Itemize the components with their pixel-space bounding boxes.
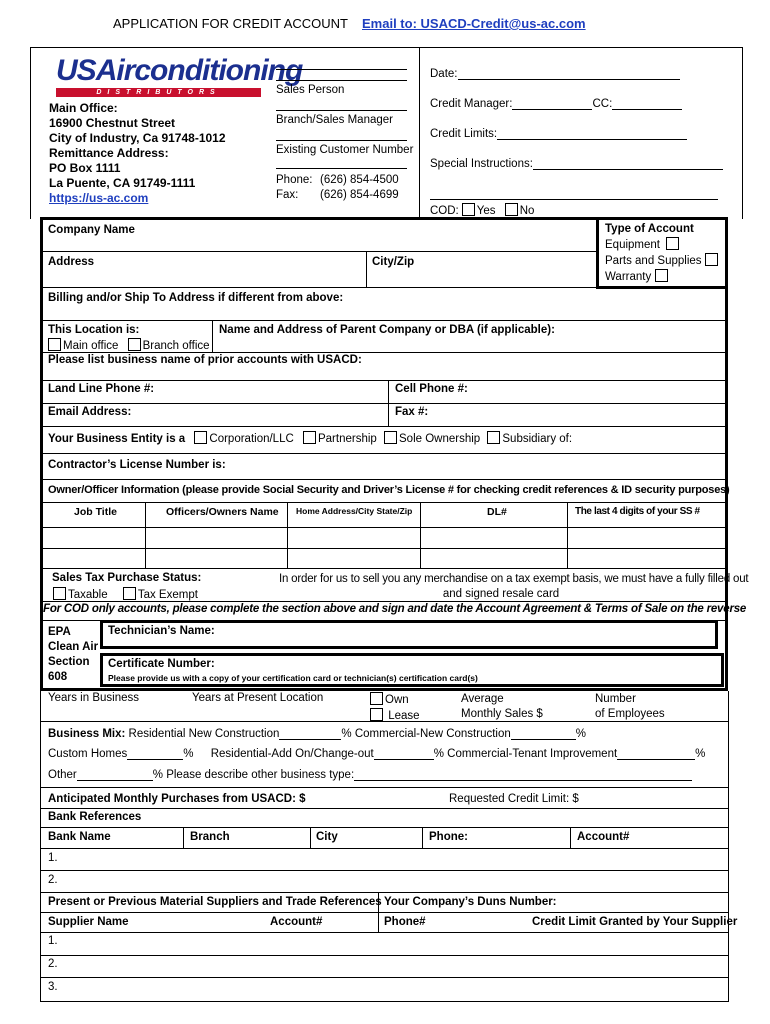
cod-options: COD: Yes No	[430, 205, 535, 217]
requested-limit-label: Requested Credit Limit: $	[449, 793, 579, 805]
supplier-account-header: Account#	[270, 916, 323, 928]
supplier-row-2: 2.	[48, 958, 58, 970]
supplier-name-header: Supplier Name	[48, 916, 129, 928]
date-field[interactable]: Date:	[430, 68, 680, 80]
business-entity-row: Your Business Entity is a Corporation/LLC Partnership Sole Ownership Subsidiary of:	[48, 433, 573, 445]
fax-label: Fax #:	[395, 406, 429, 418]
credit-limits-field[interactable]: Credit Limits:	[430, 128, 687, 140]
this-location-label: This Location is:	[48, 324, 140, 336]
cod-no-checkbox[interactable]	[505, 203, 518, 216]
partnership-checkbox[interactable]	[303, 431, 316, 444]
technician-label: Technician’s Name:	[108, 625, 215, 637]
col-job-title: Job Title	[74, 506, 117, 518]
business-mix-row1: Business Mix: Residential New Construction % Commercial-New Construction %	[48, 728, 586, 740]
email-address-label: Email Address:	[48, 406, 132, 418]
company-phone-fax: Phone: (626) 854-4500 Fax: (626) 854-4699	[276, 174, 399, 201]
col-dl: DL#	[487, 506, 507, 518]
supplier-row-3: 3.	[48, 981, 58, 993]
land-line-label: Land Line Phone #:	[48, 383, 155, 395]
suppliers-label: Present or Previous Material Suppliers and Trade References	[48, 896, 382, 908]
email-link[interactable]: Email to: USACD-Credit@us-ac.com	[362, 16, 586, 31]
supplier-row-1: 1.	[48, 935, 58, 947]
address-label: Address	[48, 256, 95, 268]
bank-branch-header: Branch	[190, 831, 230, 843]
average-sales-label: Average Monthly Sales $	[461, 693, 543, 720]
bank-row-2: 2.	[48, 874, 58, 886]
special-instructions-field[interactable]: Special Instructions:	[430, 158, 723, 170]
parent-company-label: Name and Address of Parent Company or DBA (if applicable):	[219, 324, 555, 336]
duns-label: Your Company’s Duns Number:	[384, 896, 557, 908]
sales-tax-label: Sales Tax Purchase Status:	[52, 572, 202, 584]
cell-phone-label: Cell Phone #:	[395, 383, 468, 395]
branch-manager-label: Branch/Sales Manager	[276, 114, 393, 126]
sole-ownership-checkbox[interactable]	[384, 431, 397, 444]
parts-checkbox[interactable]	[705, 253, 718, 266]
cod-yes-checkbox[interactable]	[462, 203, 475, 216]
bank-row-1: 1.	[48, 852, 58, 864]
cod-note: For COD only accounts, please complete the section above and sign and date the Account Agreement & Terms of Sale on the reverse	[43, 603, 747, 615]
col-ss: The last 4 digits of your SS #	[575, 506, 700, 517]
subsidiary-checkbox[interactable]	[487, 431, 500, 444]
own-checkbox[interactable]	[370, 692, 383, 705]
warranty-checkbox[interactable]	[655, 269, 668, 282]
col-home-address: Home Address/City State/Zip	[296, 506, 413, 516]
supplier-phone-header: Phone#	[384, 916, 426, 928]
anticipated-purchases-label: Anticipated Monthly Purchases from USACD: $	[48, 793, 306, 805]
website-link[interactable]: https://us-ac.com	[49, 191, 149, 205]
tax-exempt-checkbox[interactable]	[123, 587, 136, 600]
taxable-checkbox[interactable]	[53, 587, 66, 600]
epa-label: EPA Clean Air Section 608	[48, 626, 99, 683]
business-mix-row2: Custom Homes % Residential-Add On/Change-out % Commercial-Tenant Improvement %	[48, 748, 706, 760]
city-zip-label: City/Zip	[372, 256, 415, 268]
company-logo: USAirconditioning DISTRIBUTORS	[56, 54, 303, 96]
years-in-business-label: Years in Business	[48, 692, 139, 704]
bank-references-label: Bank References	[48, 811, 142, 823]
col-officers-name: Officers/Owners Name	[166, 506, 279, 518]
certificate-note: Please provide us with a copy of your certification card or technician(s) certification card(s)	[108, 673, 478, 683]
branch-office-checkbox[interactable]	[128, 338, 141, 351]
credit-granted-header: Credit Limit Granted by Your Supplier	[532, 916, 738, 928]
certificate-label: Certificate Number:	[108, 658, 215, 670]
bank-city-header: City	[316, 831, 338, 843]
bank-phone-header: Phone:	[429, 831, 468, 843]
prior-accounts-label: Please list business name of prior accounts with USACD:	[48, 354, 362, 366]
sales-person-label: Sales Person	[276, 84, 345, 96]
office-address: Main Office: 16900 Chestnut Street City of Industry, Ca 91748-1012 Remittance Address: PO Box 1111 La Puente, CA 91749-1111 https://us-ac.com	[49, 101, 226, 205]
bank-name-header: Bank Name	[48, 831, 111, 843]
form-title: APPLICATION FOR CREDIT ACCOUNT	[113, 16, 348, 31]
years-location-label: Years at Present Location	[192, 692, 324, 704]
lease-checkbox[interactable]	[370, 708, 383, 721]
tax-exempt-note: In order for us to sell you any merchandise on a tax exempt basis, we must have a fully filled out and signed resale card	[279, 573, 749, 600]
employees-label: Number of Employees	[595, 692, 725, 722]
billing-label: Billing and/or Ship To Address if different from above:	[48, 292, 344, 304]
bank-account-header: Account#	[577, 831, 630, 843]
main-office-checkbox[interactable]	[48, 338, 61, 351]
business-mix-row3: Other % Please describe other business type:	[48, 769, 692, 781]
company-name-label: Company Name	[48, 224, 135, 236]
equipment-checkbox[interactable]	[666, 237, 679, 250]
existing-customer-label: Existing Customer Number	[276, 144, 414, 156]
owner-info-label: Owner/Officer Information (please provide Social Security and Driver’s License # for checking credit references & ID security purposes)	[48, 484, 730, 496]
credit-manager-field[interactable]: Credit Manager: CC:	[430, 98, 682, 110]
corporation-checkbox[interactable]	[194, 431, 207, 444]
license-label: Contractor’s License Number is:	[48, 459, 226, 471]
